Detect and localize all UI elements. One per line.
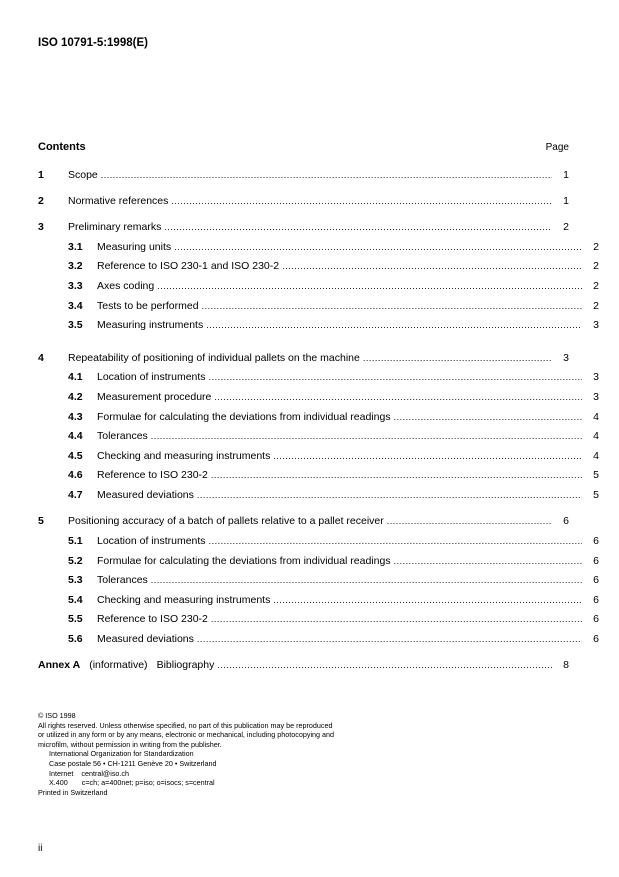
toc-entry-page: 2 (593, 241, 599, 253)
page-column-label: Page (545, 142, 569, 153)
rights-line: All rights reserved. Unless otherwise specified, no part of this publication may be reproduced (38, 720, 333, 730)
toc-entry-number: 3.5 (68, 319, 83, 331)
toc-entry-title: Tolerances (97, 574, 148, 586)
toc-subentry[interactable] (38, 488, 599, 502)
toc-entry[interactable] (38, 168, 569, 182)
toc-leader-dots (197, 632, 582, 646)
toc-entry-page: 2 (593, 260, 599, 272)
toc-leader-dots (202, 299, 582, 313)
toc-leader-dots (282, 259, 582, 273)
toc-entry-number: 2 (38, 195, 44, 207)
toc-entry-number: 4.3 (68, 411, 83, 423)
toc-entry-title: Formulae for calculating the deviations from individual readings (97, 411, 391, 423)
toc-entry-number: 5.6 (68, 633, 83, 645)
toc-entry[interactable] (38, 514, 569, 528)
toc-entry-page: 4 (593, 450, 599, 462)
toc-entry-title: Measuring instruments (97, 319, 204, 331)
toc-leader-dots (217, 658, 552, 672)
toc-leader-dots (363, 351, 552, 365)
toc-leader-dots (387, 514, 552, 528)
toc-entry-title: Tests to be performed (97, 300, 199, 312)
toc-entry-number: 4.1 (68, 371, 83, 383)
toc-leader-dots (171, 194, 552, 208)
toc-entry-number: 5.4 (68, 594, 83, 606)
toc-entry-title: Location of instruments (97, 371, 206, 383)
toc-leader-dots (206, 318, 582, 332)
toc-entry-page: 5 (593, 489, 599, 501)
toc-leader-dots (209, 534, 582, 548)
org-internet: Internet central@iso.ch (49, 768, 130, 778)
toc-entry-page: 6 (593, 535, 599, 547)
toc-entry-page: 6 (593, 613, 599, 625)
toc-entry-title: Reference to ISO 230-2 (97, 469, 208, 481)
toc-entry[interactable] (38, 220, 569, 234)
toc-subentry[interactable] (38, 449, 599, 463)
toc-subentry[interactable] (38, 259, 599, 273)
toc-entry-page: 2 (593, 300, 599, 312)
toc-subentry[interactable] (38, 429, 599, 443)
toc-leader-dots (273, 593, 582, 607)
toc-entry-page: 6 (593, 555, 599, 567)
toc-entry-page: 8 (563, 659, 569, 671)
toc-entry-page: 3 (593, 371, 599, 383)
toc-entry-title: Tolerances (97, 430, 148, 442)
org-name: International Organization for Standardization (49, 749, 194, 759)
toc-entry-number: 4.7 (68, 489, 83, 501)
toc-entry-title: Checking and measuring instruments (97, 594, 271, 606)
toc-entry-number: 5.5 (68, 613, 83, 625)
toc-entry-number: 4.6 (68, 469, 83, 481)
copyright-notice (38, 711, 334, 797)
printed-in: Printed in Switzerland (38, 787, 108, 797)
toc-entry-page: 6 (593, 594, 599, 606)
toc-subentry[interactable] (38, 390, 599, 404)
toc-leader-dots (164, 220, 552, 234)
toc-entry-page: 4 (593, 411, 599, 423)
toc-leader-dots (151, 429, 582, 443)
toc-subentry[interactable] (38, 299, 599, 313)
toc-entry-title: Scope (68, 169, 98, 181)
toc-annex-entry[interactable] (38, 658, 569, 672)
toc-entry-title: Bibliography (156, 659, 215, 671)
toc-leader-dots (211, 612, 582, 626)
toc-entry[interactable] (38, 194, 569, 208)
toc-entry[interactable] (38, 351, 569, 365)
toc-entry-page: 3 (563, 352, 569, 364)
toc-entry-number: 4.2 (68, 391, 83, 403)
toc-entry-number: 3.3 (68, 280, 83, 292)
toc-entry-title: Measured deviations (97, 489, 194, 501)
toc-subentry[interactable] (38, 468, 599, 482)
toc-entry-page: 3 (593, 319, 599, 331)
toc-subentry[interactable] (38, 612, 599, 626)
toc-entry-title: Measured deviations (97, 633, 194, 645)
rights-line: or utilized in any form or by any means, electronic or mechanical, including photocopying and (38, 730, 335, 740)
toc-entry-number: 3.1 (68, 241, 83, 253)
toc-leader-dots (214, 390, 582, 404)
toc-subentry[interactable] (38, 632, 599, 646)
toc-entry-title: Normative references (68, 195, 169, 207)
toc-entry-number: 5.3 (68, 574, 83, 586)
toc-leader-dots (394, 410, 582, 424)
toc-subentry[interactable] (38, 410, 599, 424)
toc-entry-title: Preliminary remarks (68, 221, 162, 233)
toc-entry-page: 5 (593, 469, 599, 481)
rights-line: microfilm, without permission in writing from the publisher. (38, 739, 222, 749)
toc-subentry[interactable] (38, 370, 599, 384)
contents-title: Contents (38, 141, 86, 153)
toc-entry-number: 4 (38, 352, 44, 364)
toc-entry-page: 1 (563, 195, 569, 207)
toc-entry-number: 3.4 (68, 300, 83, 312)
org-x400: X.400 c=ch; a=400net; p=iso; o=isocs; s=central (49, 778, 215, 788)
toc-entry-page: 2 (593, 280, 599, 292)
toc-leader-dots (211, 468, 582, 482)
toc-subentry[interactable] (38, 593, 599, 607)
toc-entry-page: 6 (593, 574, 599, 586)
toc-entry-number: 5 (38, 515, 44, 527)
toc-subentry[interactable] (38, 573, 599, 587)
toc-entry-title: Location of instruments (97, 535, 206, 547)
toc-leader-dots (151, 573, 582, 587)
annex-label: Annex A (38, 659, 81, 671)
toc-subentry[interactable] (38, 240, 599, 254)
toc-leader-dots (101, 168, 552, 182)
copyright-line: © ISO 1998 (38, 711, 76, 720)
toc-entry-number: 4.5 (68, 450, 83, 462)
toc-entry-page: 3 (593, 391, 599, 403)
toc-entry-title: Reference to ISO 230-2 (97, 613, 208, 625)
toc-entry-title: Checking and measuring instruments (97, 450, 271, 462)
toc-leader-dots (209, 370, 582, 384)
toc-subentry[interactable] (38, 554, 599, 568)
annex-informative: (informative) (89, 659, 148, 671)
toc-entry-page: 1 (563, 169, 569, 181)
page-number: ii (38, 843, 43, 854)
toc-leader-dots (157, 279, 582, 293)
toc-leader-dots (394, 554, 582, 568)
toc-entry-number: 4.4 (68, 430, 83, 442)
toc-entry-title: Axes coding (97, 280, 155, 292)
toc-subentry[interactable] (38, 318, 599, 332)
toc-leader-dots (273, 449, 582, 463)
document-header: ISO 10791-5:1998(E) (38, 37, 148, 49)
toc-entry-page: 4 (593, 430, 599, 442)
toc-entry-number: 3 (38, 221, 44, 233)
toc-subentry[interactable] (38, 534, 599, 548)
toc-leader-dots (174, 240, 582, 254)
toc-entry-title: Measuring units (97, 241, 172, 253)
toc-entry-number: 3.2 (68, 260, 83, 272)
org-address: Case postale 56 • CH-1211 Genève 20 • Switzerland (49, 758, 217, 768)
toc-entry-number: 5.2 (68, 555, 83, 567)
toc-entry-number: 5.1 (68, 535, 83, 547)
toc-leader-dots (197, 488, 582, 502)
toc-entry-page: 2 (563, 221, 569, 233)
toc-subentry[interactable] (38, 279, 599, 293)
toc-entry-page: 6 (593, 633, 599, 645)
toc-entry-title: Reference to ISO 230-1 and ISO 230-2 (97, 260, 280, 272)
toc-entry-title: Formulae for calculating the deviations from individual readings (97, 555, 391, 567)
toc-entry-title: Positioning accuracy of a batch of pallets relative to a pallet receiver (68, 515, 384, 527)
toc-entry-page: 6 (563, 515, 569, 527)
toc-entry-title: Repeatability of positioning of individual pallets on the machine (68, 352, 360, 364)
toc-entry-number: 1 (38, 169, 44, 181)
toc-entry-title: Measurement procedure (97, 391, 212, 403)
